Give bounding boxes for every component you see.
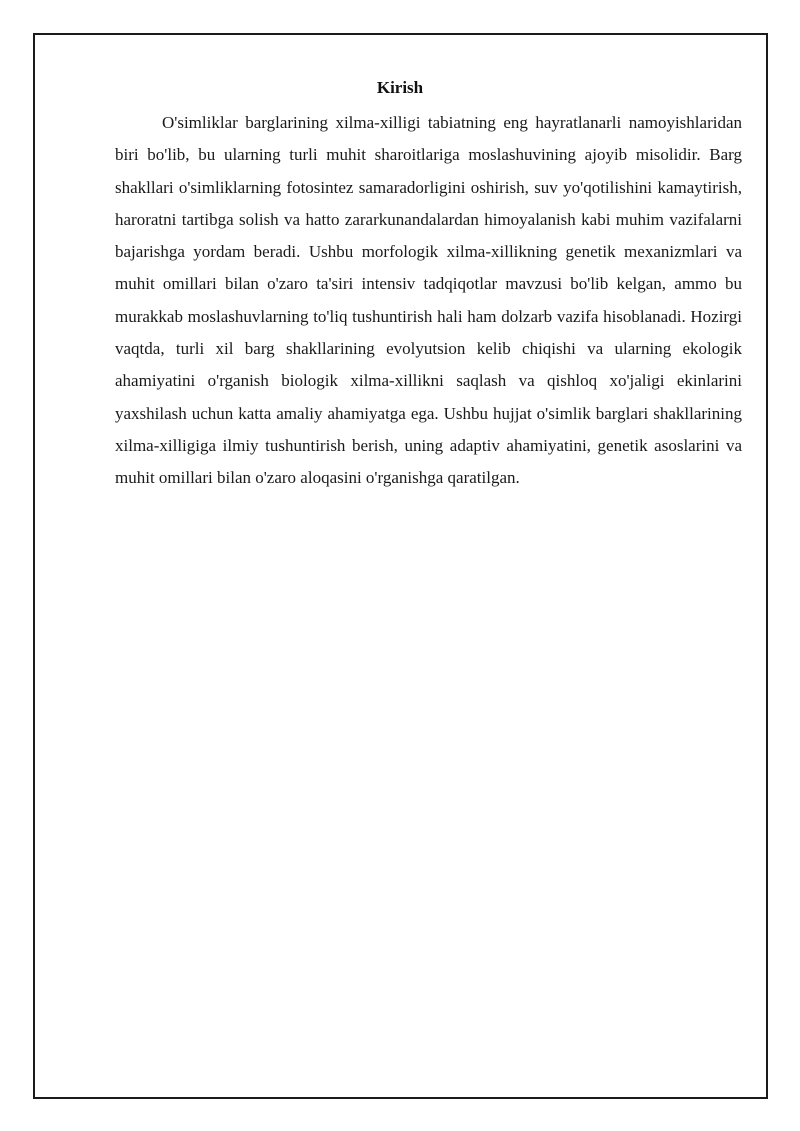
page-title: Kirish <box>376 78 424 97</box>
body-paragraph: O'simliklar barglarining xilma-xilligi tabiatning eng hayratlanarli namoyishlaridan biri bo'lib, bu ularning turli muhit sharoitlariga moslashuvining ajoyib misolidir. Barg shakllari o'simliklarning fotosintez samaradorligini oshirish, suv yo'qotilishini kamaytirish, haroratni tartibga solish va hatto zararkunandalardan himoyalanish kabi muhim vazifalarni bajarishga yordam beradi. Ushbu morfologik xilma-xillikning genetik mexanizmlari va muhit omillari bilan o'zaro ta'siri intensiv tadqiqotlar mavzusi bo'lib kelgan, ammo bu murakkab moslashuvlarning to'liq tushuntirish hali ham dolzarb vazifa hisoblanadi. Hozirgi vaqtda, turli xil barg shakllarining evolyutsion kelib chiqishi va ularning ekologik ahamiyatini o'rganish biologik xilma-xillikni saqlash va qishloq xo'jaligi ekinlarini yaxshilash uchun katta amaliy ahamiyatga ega. Ushbu hujjat o'simlik barglari shakllarining xilma-xilligiga ilmiy tushuntirish berish, uning adaptiv ahamiyatini, genetik asoslarini va muhit omillari bilan o'zaro aloqasini o'rganishga qaratilgan. <box>115 113 742 488</box>
